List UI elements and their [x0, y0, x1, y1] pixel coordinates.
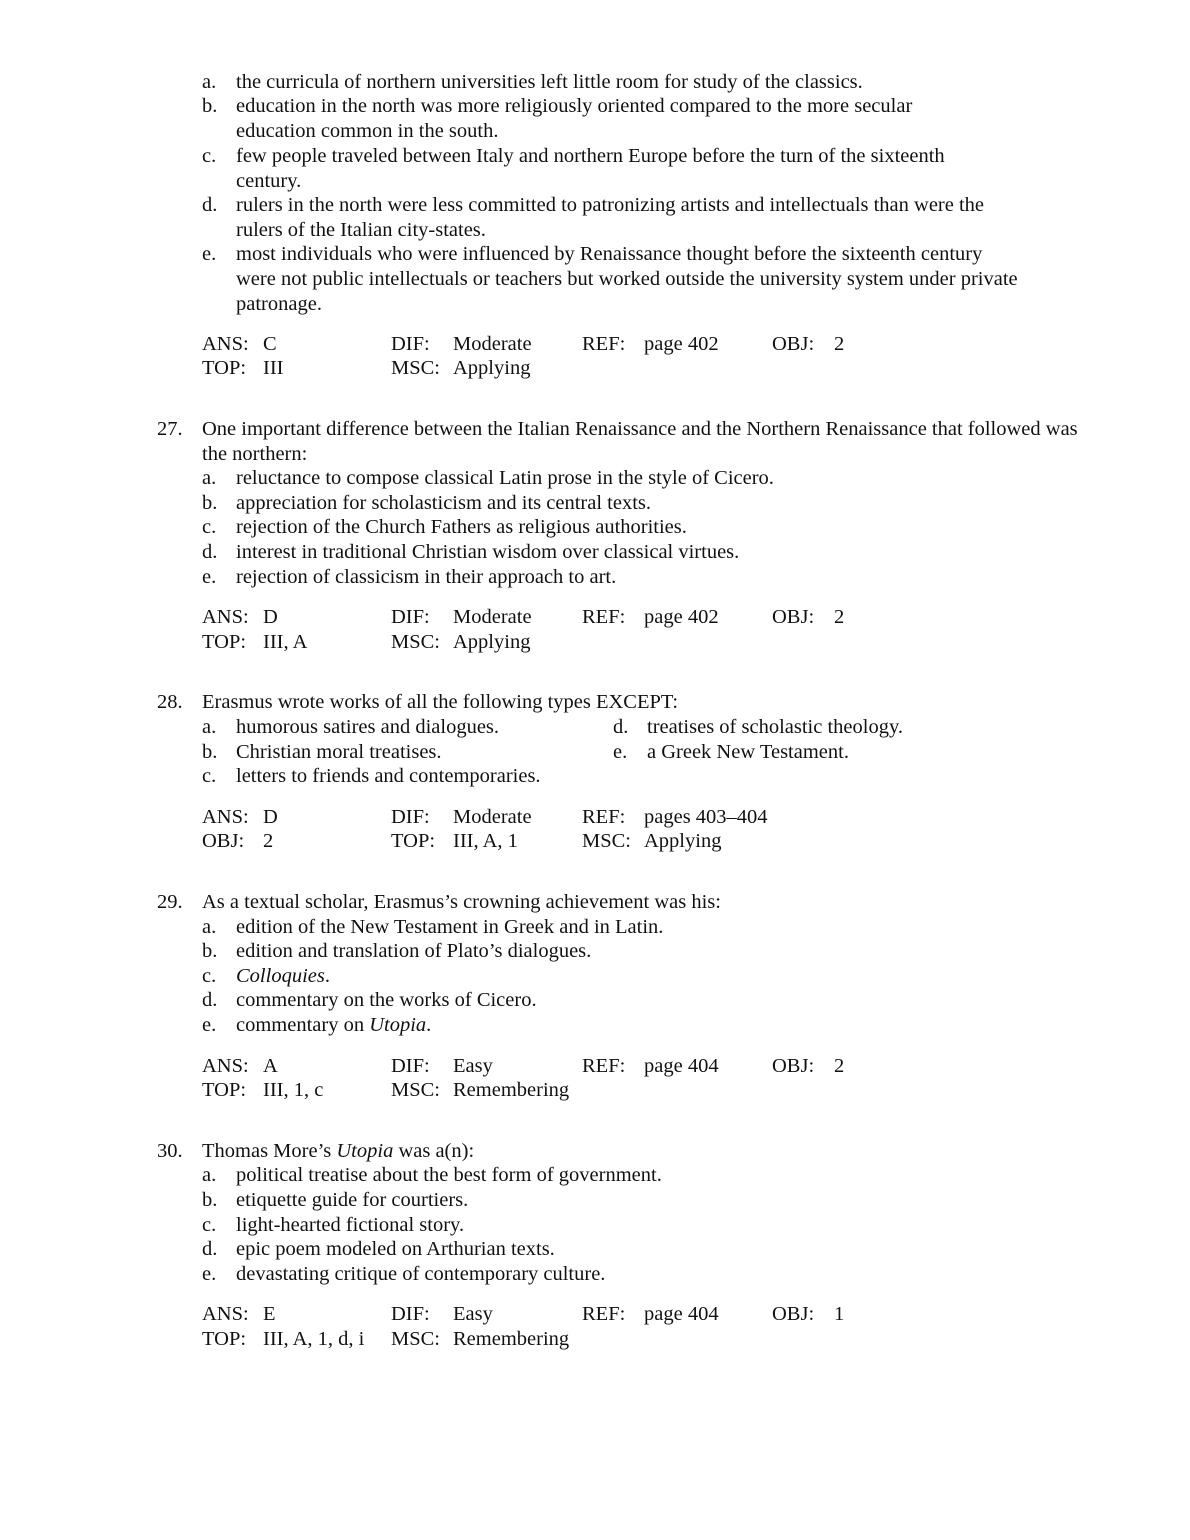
msc-label: MSC:	[582, 830, 631, 852]
option-letter: d.	[202, 194, 218, 216]
msc-label: MSC:	[391, 631, 440, 653]
punctuation: .	[426, 1014, 432, 1036]
obj-value: 2	[834, 606, 845, 628]
option-text: letters to friends and contemporaries.	[236, 765, 541, 787]
option-letter: b.	[202, 741, 218, 763]
ans-value: C	[263, 333, 277, 355]
stem-prefix: Thomas More’s	[202, 1140, 337, 1162]
option-text: reluctance to compose classical Latin prose in the style of Cicero.	[236, 467, 774, 489]
top-value: III, A, 1	[453, 830, 518, 852]
obj-value: 2	[263, 830, 274, 852]
top-value: III, 1, c	[263, 1079, 324, 1101]
option-text: humorous satires and dialogues.	[236, 716, 500, 738]
dif-value: Easy	[453, 1055, 493, 1077]
obj-label: OBJ:	[772, 1055, 815, 1077]
option-text: epic poem modeled on Arthurian texts.	[236, 1238, 555, 1260]
dif-label: DIF:	[391, 333, 430, 355]
option-text: appreciation for scholasticism and its central texts.	[236, 492, 651, 514]
dif-label: DIF:	[391, 1303, 430, 1325]
option-text: treatises of scholastic theology.	[647, 716, 903, 738]
dif-value: Moderate	[453, 806, 532, 828]
option-text: few people traveled between Italy and northern Europe before the turn of the sixteenth century.	[236, 145, 945, 192]
option-letter: a.	[202, 467, 217, 489]
option-text: most individuals who were influenced by Renaissance thought before the sixteenth century were not public intellectuals or teachers but worked outside the university system under private patronage.	[236, 243, 1018, 315]
question-stem	[202, 1139, 1092, 1164]
msc-value: Remembering	[453, 1079, 570, 1101]
obj-value: 2	[834, 1055, 845, 1077]
option-letter: d.	[202, 541, 218, 563]
question-number: 28.	[157, 691, 183, 713]
option-text: the curricula of northern universities left little room for study of the classics.	[236, 71, 863, 93]
ans-value: A	[263, 1055, 278, 1077]
option-text: devastating critique of contemporary culture.	[236, 1263, 606, 1285]
obj-value: 2	[834, 333, 845, 355]
ref-value: page 402	[644, 333, 719, 355]
ref-label: REF:	[582, 806, 626, 828]
msc-label: MSC:	[391, 357, 440, 379]
obj-label: OBJ:	[202, 830, 245, 852]
question-stem: Erasmus wrote works of all the following types EXCEPT:	[202, 691, 679, 713]
option-letter: e.	[202, 243, 217, 265]
question-number: 30.	[157, 1140, 183, 1162]
obj-label: OBJ:	[772, 606, 815, 628]
ref-value: page 404	[644, 1055, 719, 1077]
option-text-prefix: commentary on	[236, 1014, 370, 1036]
dif-value: Easy	[453, 1303, 493, 1325]
ans-label: ANS:	[202, 333, 249, 355]
option-text: interest in traditional Christian wisdom over classical virtues.	[236, 541, 740, 563]
option-letter: b.	[202, 1189, 218, 1211]
dif-label: DIF:	[391, 1055, 430, 1077]
ans-label: ANS:	[202, 1303, 249, 1325]
option-letter: a.	[202, 1164, 217, 1186]
top-value: III	[263, 357, 284, 379]
question-stem: As a textual scholar, Erasmus’s crowning achievement was his:	[202, 891, 721, 913]
question-stem: One important difference between the Italian Renaissance and the Northern Renaissance that followed was the northern:	[202, 418, 1078, 465]
top-label: TOP:	[202, 1079, 247, 1101]
option-letter: e.	[202, 566, 217, 588]
ref-label: REF:	[582, 606, 626, 628]
option-letter: e.	[613, 741, 628, 763]
option-text: rejection of the Church Fathers as religious authorities.	[236, 516, 687, 538]
option-text: edition and translation of Plato’s dialogues.	[236, 940, 592, 962]
option-text	[236, 1013, 1036, 1038]
ans-value: D	[263, 806, 278, 828]
msc-value: Applying	[644, 830, 722, 852]
stem-suffix: was a(n):	[393, 1140, 475, 1162]
ref-value: page 402	[644, 606, 719, 628]
top-value: III, A, 1, d, i	[263, 1328, 365, 1350]
question-number: 29.	[157, 891, 183, 913]
option-letter: b.	[202, 95, 218, 117]
option-letter: c.	[202, 965, 217, 987]
option-text: rejection of classicism in their approach to art.	[236, 566, 617, 588]
option-text: light-hearted fictional story.	[236, 1214, 465, 1236]
ans-value: D	[263, 606, 278, 628]
book-title: Utopia	[336, 1140, 394, 1162]
option-letter: c.	[202, 1214, 217, 1236]
option-text: education in the north was more religiously oriented compared to the more secular education common in the south.	[236, 95, 913, 142]
ans-value: E	[263, 1303, 276, 1325]
option-letter: a.	[202, 716, 217, 738]
dif-label: DIF:	[391, 606, 430, 628]
ans-label: ANS:	[202, 1055, 249, 1077]
top-label: TOP:	[202, 1328, 247, 1350]
option-letter: c.	[202, 145, 217, 167]
option-text: rulers in the north were less committed to patronizing artists and intellectuals than were the rulers of the Italian city-states.	[236, 194, 985, 241]
option-text: etiquette guide for courtiers.	[236, 1189, 469, 1211]
obj-label: OBJ:	[772, 1303, 815, 1325]
dif-value: Moderate	[453, 606, 532, 628]
ans-label: ANS:	[202, 806, 249, 828]
msc-value: Remembering	[453, 1328, 570, 1350]
obj-label: OBJ:	[772, 333, 815, 355]
punctuation: .	[324, 965, 330, 987]
dif-label: DIF:	[391, 806, 430, 828]
top-label: TOP:	[202, 357, 247, 379]
ref-label: REF:	[582, 1055, 626, 1077]
option-letter: e.	[202, 1014, 217, 1036]
option-letter: a.	[202, 916, 217, 938]
option-text	[236, 964, 1036, 989]
option-text: edition of the New Testament in Greek and in Latin.	[236, 916, 664, 938]
msc-label: MSC:	[391, 1079, 440, 1101]
question-number: 27.	[157, 418, 183, 440]
option-letter: d.	[202, 989, 218, 1011]
option-text: political treatise about the best form of government.	[236, 1164, 662, 1186]
dif-value: Moderate	[453, 333, 532, 355]
option-letter: d.	[613, 716, 629, 738]
option-letter: b.	[202, 492, 218, 514]
msc-value: Applying	[453, 631, 531, 653]
top-label: TOP:	[391, 830, 436, 852]
option-letter: d.	[202, 1238, 218, 1260]
option-letter: c.	[202, 765, 217, 787]
ref-value: pages 403–404	[644, 806, 768, 828]
ans-label: ANS:	[202, 606, 249, 628]
obj-value: 1	[834, 1303, 845, 1325]
option-letter: a.	[202, 71, 217, 93]
book-title: Colloquies	[236, 965, 325, 987]
top-value: III, A	[263, 631, 308, 653]
option-letter: b.	[202, 940, 218, 962]
book-title: Utopia	[369, 1014, 427, 1036]
ref-label: REF:	[582, 333, 626, 355]
option-text: commentary on the works of Cicero.	[236, 989, 537, 1011]
option-letter: e.	[202, 1263, 217, 1285]
option-text: Christian moral treatises.	[236, 741, 442, 763]
msc-label: MSC:	[391, 1328, 440, 1350]
ref-label: REF:	[582, 1303, 626, 1325]
msc-value: Applying	[453, 357, 531, 379]
ref-value: page 404	[644, 1303, 719, 1325]
top-label: TOP:	[202, 631, 247, 653]
option-text: a Greek New Testament.	[647, 741, 849, 763]
option-letter: c.	[202, 516, 217, 538]
